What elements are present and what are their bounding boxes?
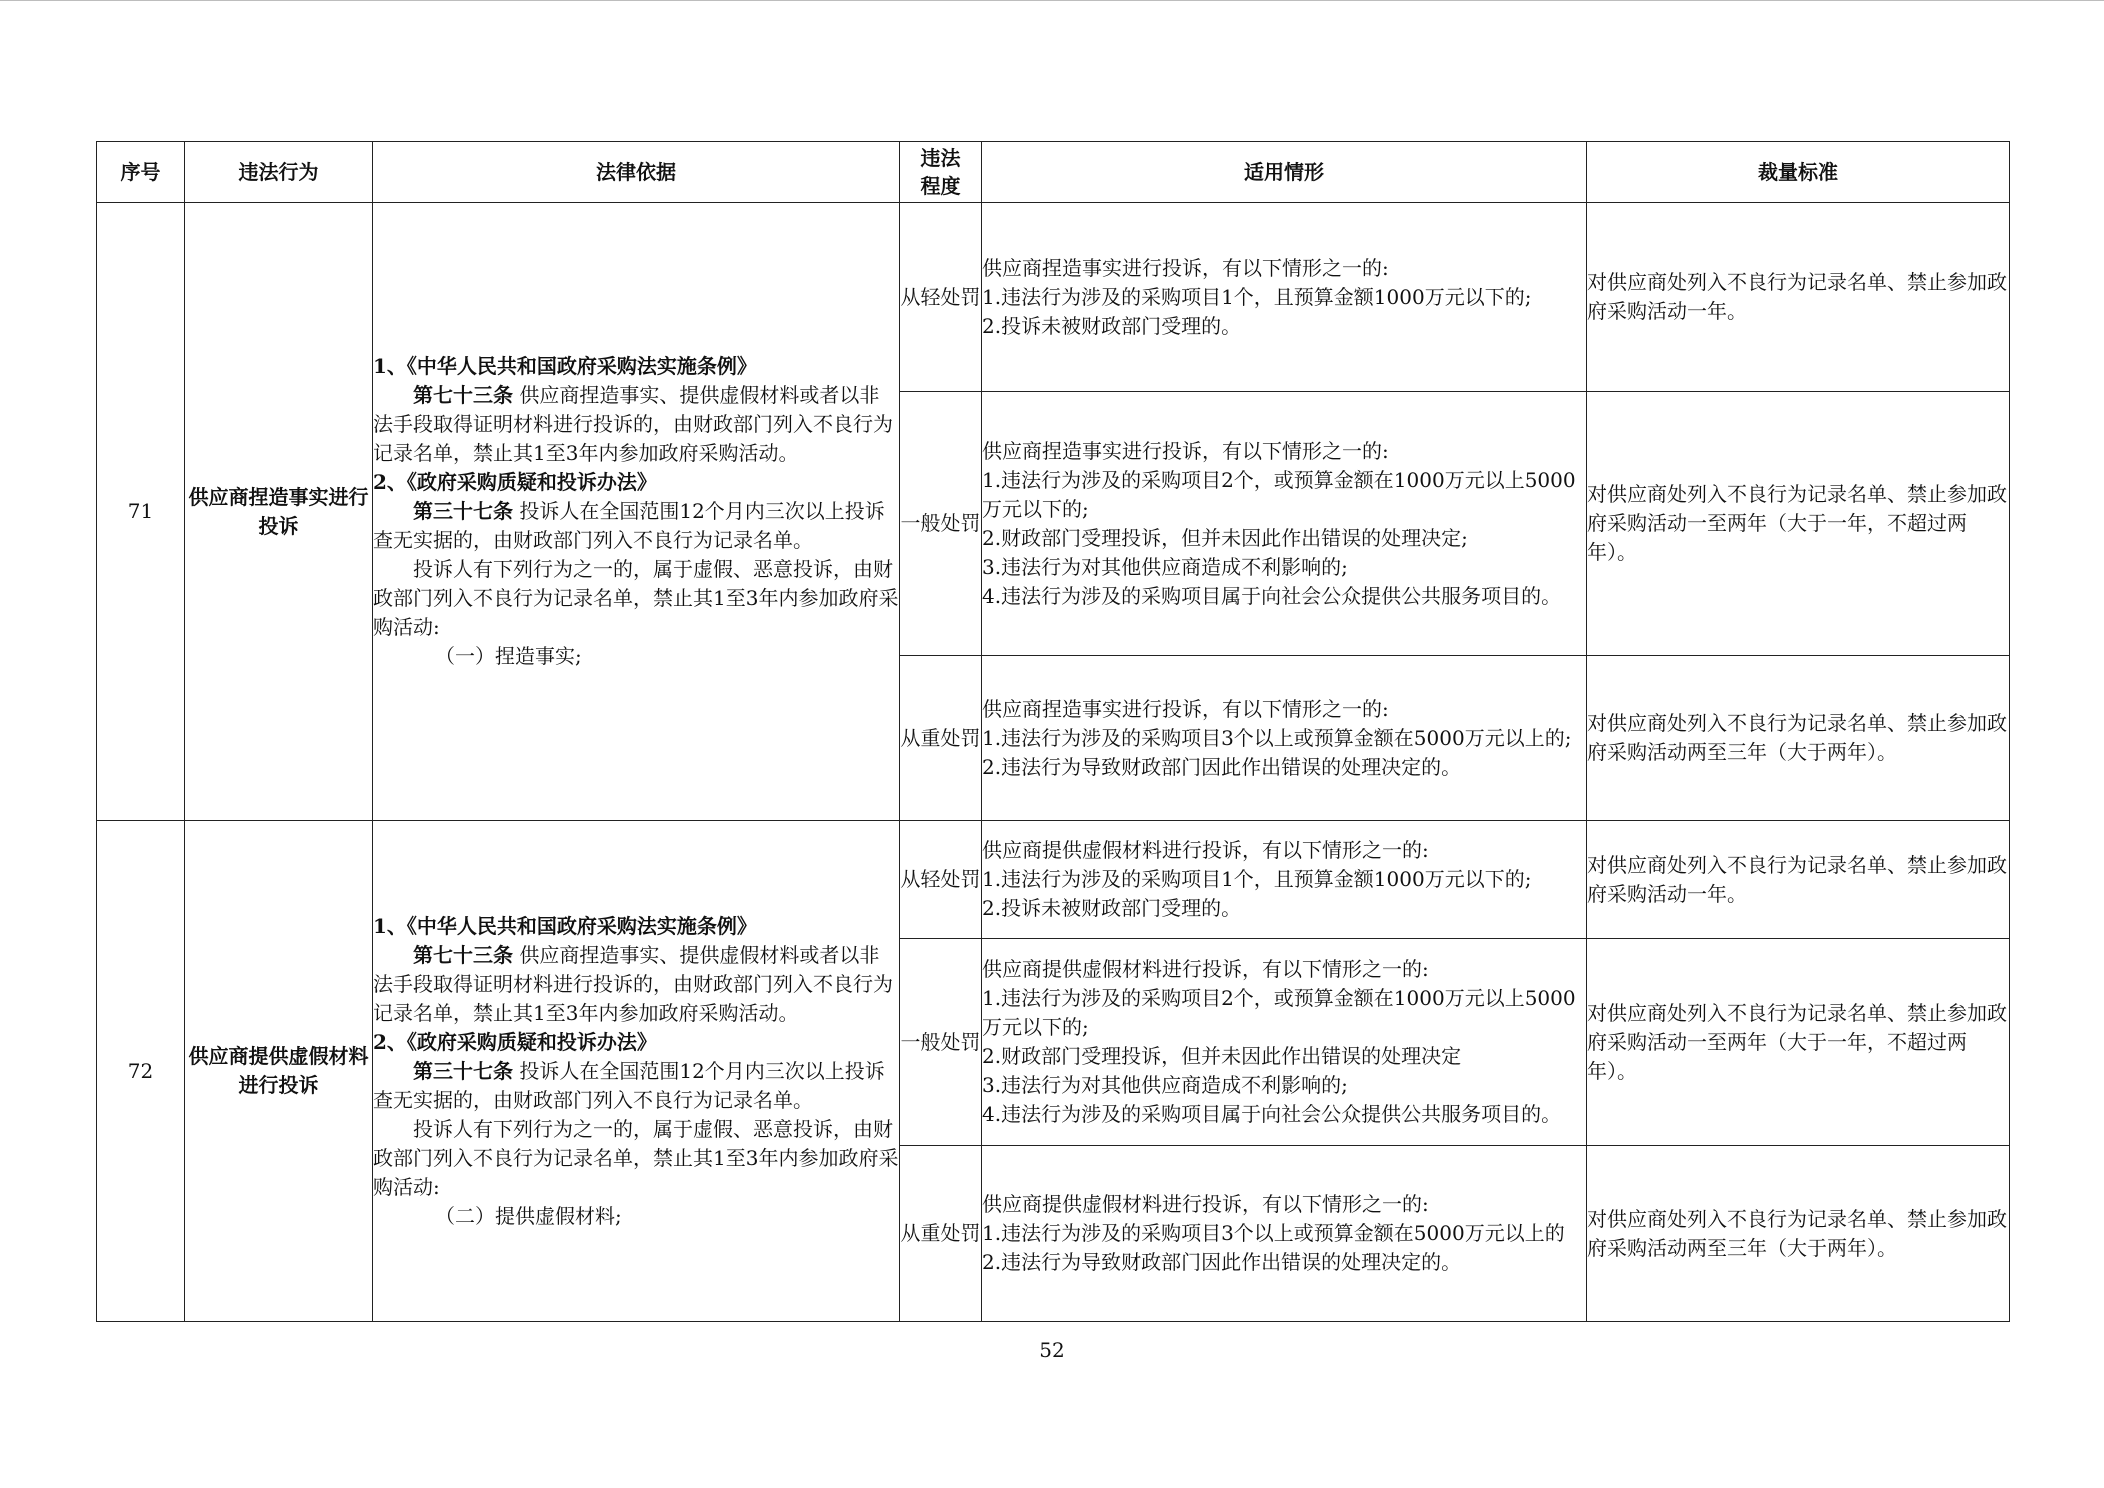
law-title-2: 2、《政府采购质疑和投诉办法》 — [373, 470, 657, 494]
law-item: （一）捏造事实; — [435, 644, 582, 668]
law-title-1: 1、《中华人民共和国政府采购法实施条例》 — [373, 354, 757, 378]
law-item: （二）提供虚假材料; — [435, 1203, 622, 1228]
law-paragraph: 投诉人有下列行为之一的，属于虚假、恶意投诉，由财政部门列入不良行为记录名单，禁止其1至3年内参加政府采购活动: — [373, 557, 899, 639]
degree-light: 从轻处罚 — [900, 203, 982, 392]
law-article-37: 第三十七条 投诉人在全国范围12个月内三次以上投诉查无实据的，由财政部门列入不良行为记录名单。 — [373, 1058, 885, 1112]
row-number: 71 — [97, 203, 185, 821]
standard-general: 对供应商处列入不良行为记录名单、禁止参加政府采购活动一至两年（大于一年，不超过两年）。 — [1587, 392, 2010, 656]
table-header-row — [97, 142, 2010, 203]
law-title-1: 1、《中华人民共和国政府采购法实施条例》 — [373, 913, 757, 938]
page-number: 52 — [1039, 1338, 1065, 1362]
degree-general: 一般处罚 — [900, 392, 982, 656]
degree-heavy: 从重处罚 — [900, 1146, 982, 1322]
law-title-2: 2、《政府采购质疑和投诉办法》 — [373, 1029, 657, 1054]
degree-general: 一般处罚 — [900, 939, 982, 1146]
header-num: 序号 — [97, 142, 185, 203]
law-article-37: 第三十七条 投诉人在全国范围12个月内三次以上投诉查无实据的，由财政部门列入不良行为记录名单。 — [373, 499, 885, 552]
degree-light: 从轻处罚 — [900, 821, 982, 939]
table-row — [97, 821, 2010, 939]
penalty-discretion-table — [96, 141, 2010, 1322]
standard-general: 对供应商处列入不良行为记录名单、禁止参加政府采购活动一至两年（大于一年，不超过两年）。 — [1587, 939, 2010, 1146]
header-standard: 裁量标准 — [1587, 142, 2010, 203]
table-row — [97, 203, 2010, 392]
situation-heavy: 供应商提供虚假材料进行投诉，有以下情形之一的: 1.违法行为涉及的采购项目3个以上或预算金额在5000万元以上的 2.违法行为导致财政部门因此作出错误的处理决定的。 — [982, 1146, 1587, 1322]
situation-light: 供应商提供虚假材料进行投诉，有以下情形之一的: 1.违法行为涉及的采购项目1个，且预算金额1000万元以下的; 2.投诉未被财政部门受理的。 — [982, 821, 1587, 939]
header-degree: 违法程度 — [900, 142, 982, 203]
header-law: 法律依据 — [373, 142, 900, 203]
standard-heavy: 对供应商处列入不良行为记录名单、禁止参加政府采购活动两至三年（大于两年）。 — [1587, 656, 2010, 821]
degree-heavy: 从重处罚 — [900, 656, 982, 821]
violation-act: 供应商提供虚假材料进行投诉 — [185, 821, 373, 1322]
situation-general: 供应商捏造事实进行投诉，有以下情形之一的: 1.违法行为涉及的采购项目2个，或预算金额在1000万元以上5000万元以下的; 2.财政部门受理投诉，但并未因此作出错误的处理决定; 3.违法行为对其他供应商造成不利影响的; 4.违法行为涉及的采购项目属于向社会公众提供公共服务项目的。 — [982, 392, 1587, 656]
situation-heavy: 供应商捏造事实进行投诉，有以下情形之一的: 1.违法行为涉及的采购项目3个以上或预算金额在5000万元以上的; 2.违法行为导致财政部门因此作出错误的处理决定的。 — [982, 656, 1587, 821]
law-article-73: 第七十三条 供应商捏造事实、提供虚假材料或者以非法手段取得证明材料进行投诉的，由财政部门列入不良行为记录名单，禁止其1至3年内参加政府采购活动。 — [373, 383, 893, 465]
header-act: 违法行为 — [185, 142, 373, 203]
situation-light: 供应商捏造事实进行投诉，有以下情形之一的: 1.违法行为涉及的采购项目1个，且预算金额1000万元以下的; 2.投诉未被财政部门受理的。 — [982, 203, 1587, 392]
violation-act: 供应商捏造事实进行投诉 — [185, 203, 373, 821]
top-border-line — [0, 0, 2104, 1]
row-number: 72 — [97, 821, 185, 1322]
standard-light: 对供应商处列入不良行为记录名单、禁止参加政府采购活动一年。 — [1587, 821, 2010, 939]
law-article-73: 第七十三条 供应商捏造事实、提供虚假材料或者以非法手段取得证明材料进行投诉的，由财政部门列入不良行为记录名单，禁止其1至3年内参加政府采购活动。 — [373, 942, 893, 1025]
law-paragraph: 投诉人有下列行为之一的，属于虚假、恶意投诉，由财政部门列入不良行为记录名单，禁止其1至3年内参加政府采购活动: — [373, 1116, 899, 1199]
standard-light: 对供应商处列入不良行为记录名单、禁止参加政府采购活动一年。 — [1587, 203, 2010, 392]
legal-basis — [373, 203, 900, 821]
standard-heavy: 对供应商处列入不良行为记录名单、禁止参加政府采购活动两至三年（大于两年）。 — [1587, 1146, 2010, 1322]
legal-basis — [373, 821, 900, 1322]
header-situation: 适用情形 — [982, 142, 1587, 203]
situation-general: 供应商提供虚假材料进行投诉，有以下情形之一的: 1.违法行为涉及的采购项目2个，或预算金额在1000万元以上5000万元以下的; 2.财政部门受理投诉，但并未因此作出错误的处理决定 3.违法行为对其他供应商造成不利影响的; 4.违法行为涉及的采购项目属于向社会公众提供公共服务项目的。 — [982, 939, 1587, 1146]
